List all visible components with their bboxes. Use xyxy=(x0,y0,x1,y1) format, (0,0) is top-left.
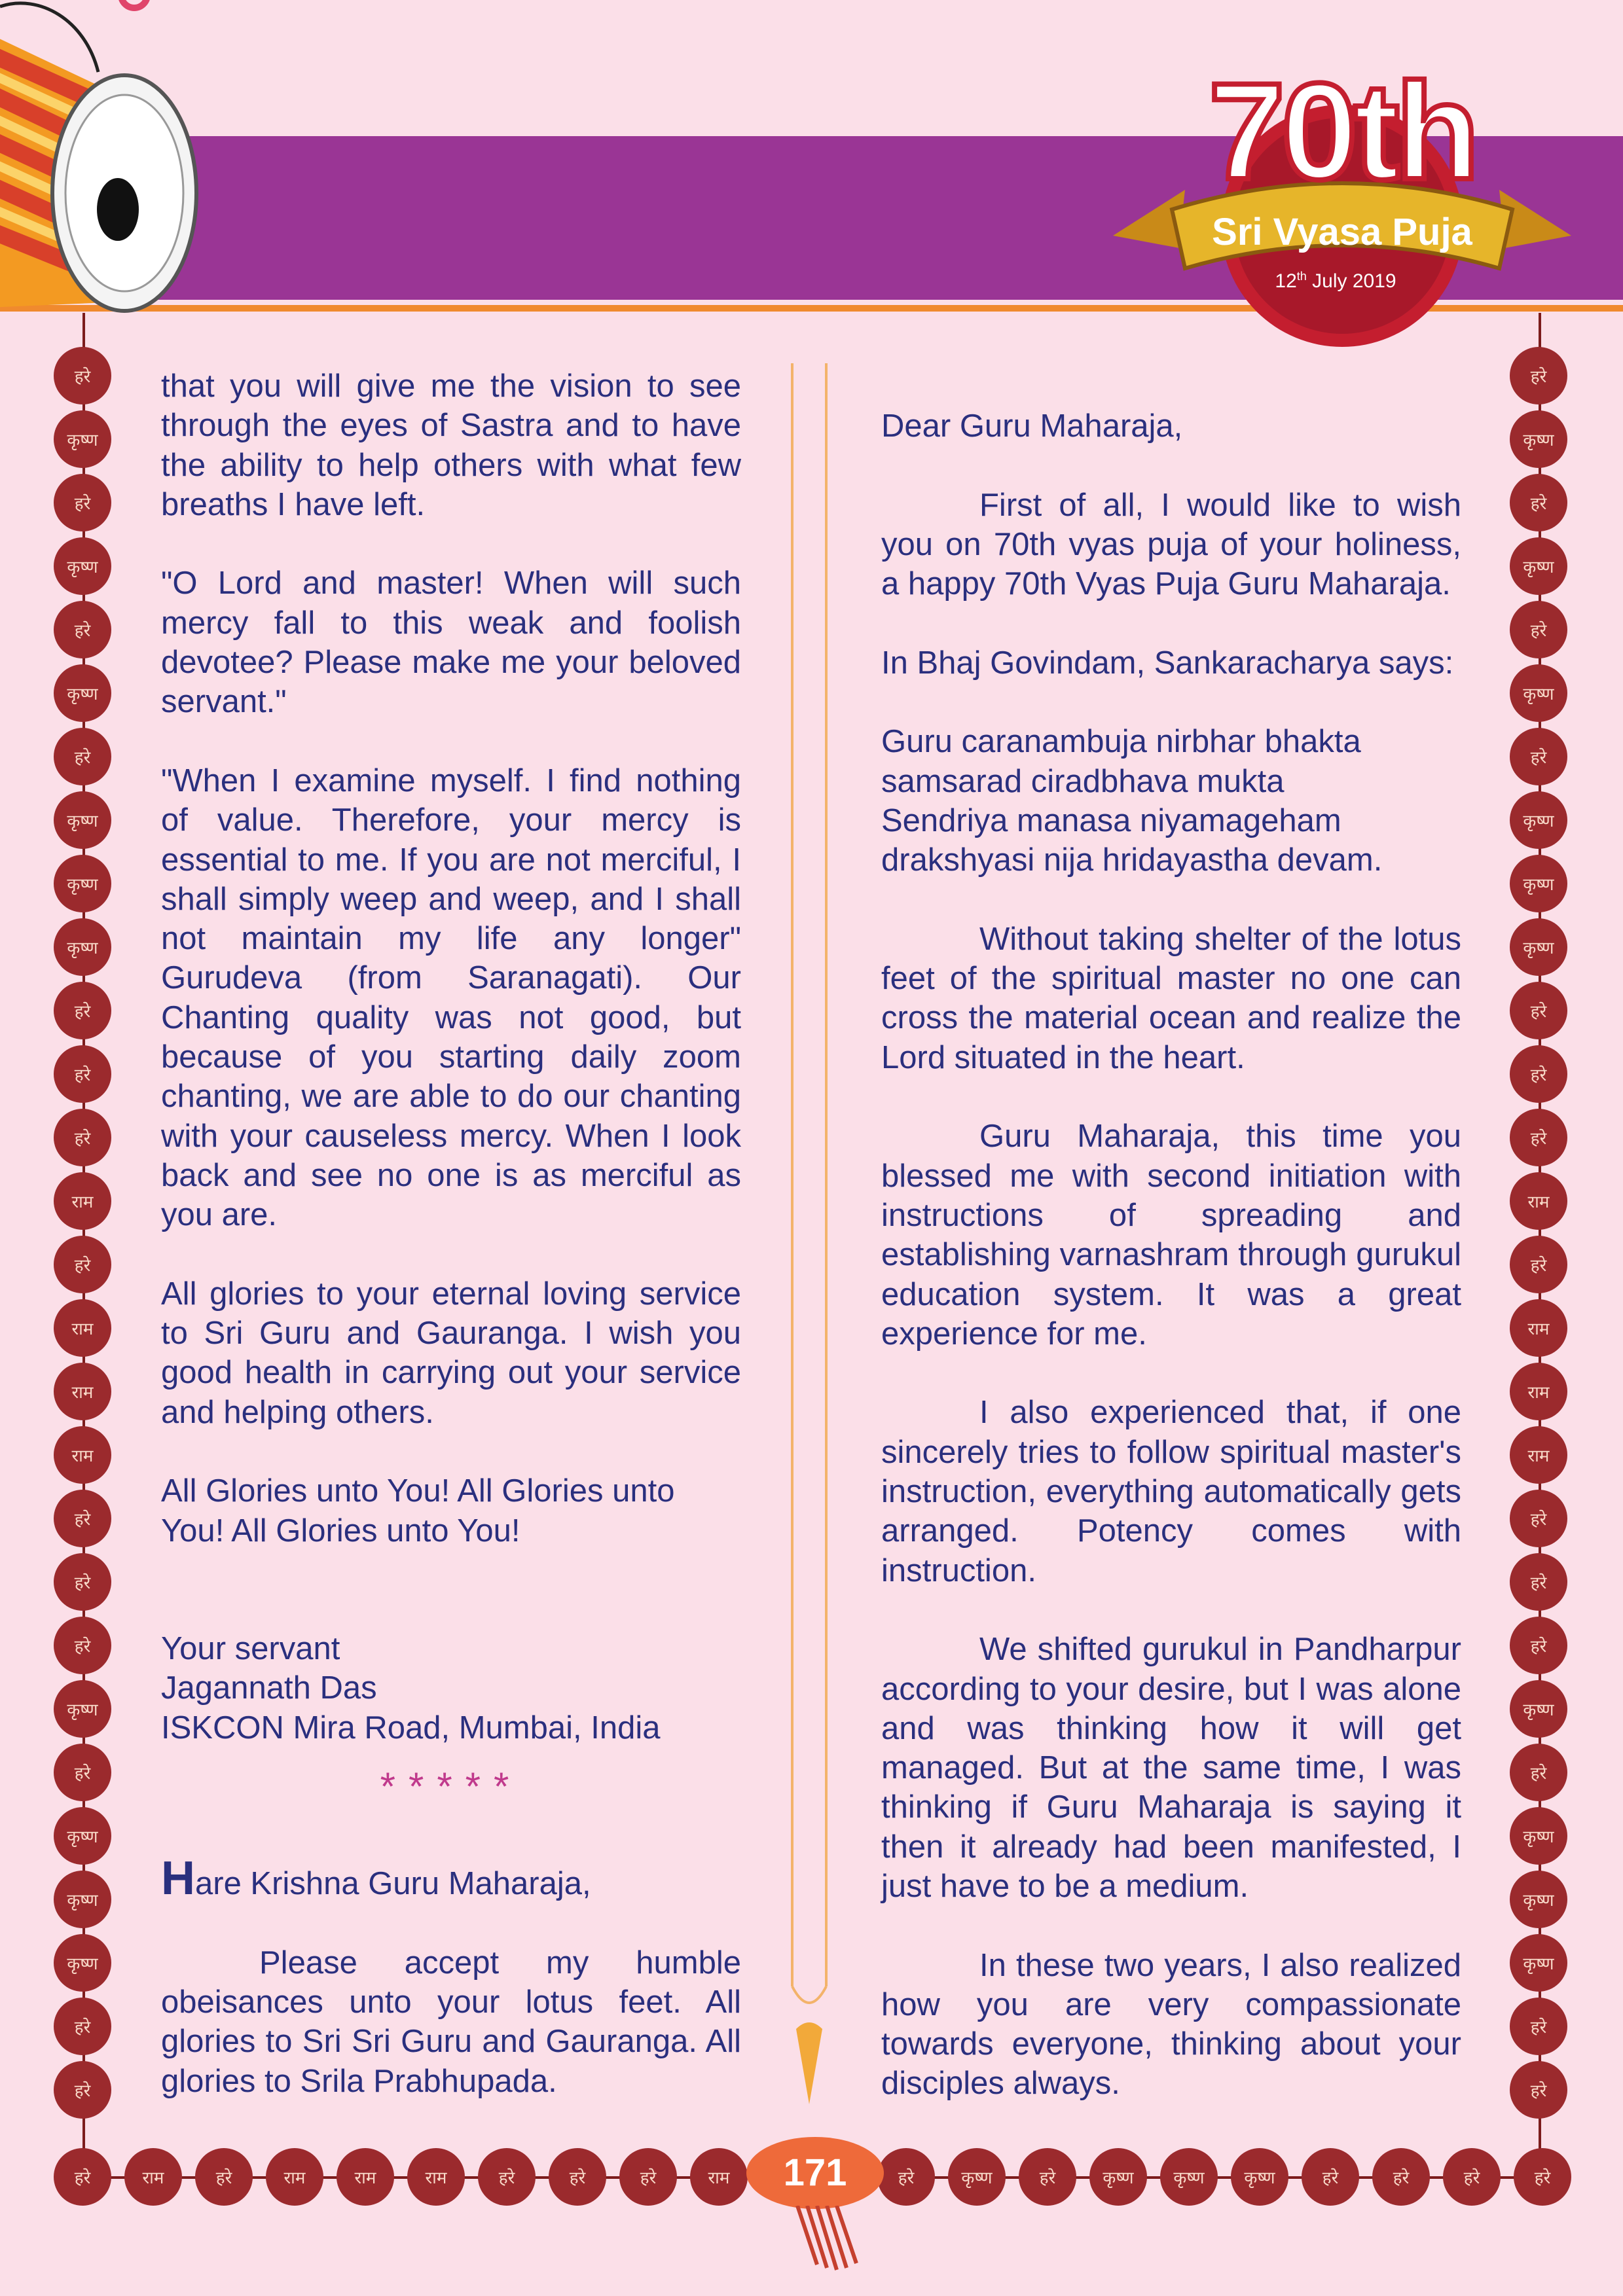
bead-bottom_beads_right-8: हरे xyxy=(1443,2148,1501,2206)
bead-right_beads-3: कृष्ण xyxy=(1510,537,1567,595)
mridanga-drum-illustration xyxy=(0,0,210,321)
bead-left_beads-24: कृष्ण xyxy=(54,1871,111,1928)
bead-right_beads-13: राम xyxy=(1510,1172,1567,1230)
bead-right_beads-19: हरे xyxy=(1510,1553,1567,1611)
drop-initial: H xyxy=(161,1852,195,1905)
bead-left_beads-12: हरे xyxy=(54,1109,111,1166)
column-divider-ornament xyxy=(787,363,831,2104)
bead-left_beads-1: कृष्ण xyxy=(54,410,111,468)
paragraph: "When I examine myself. I find nothing of value. Therefore, your mercy is essential to me. If you are not merciful, I shall simply weep and weep, and I shall not maintain my life any longer" Gurudeva (from Saranagati). Our Chanting quality was not good, but because of you starting daily zoom chanting, we are able to do our chanting with your causeless mercy. When I look back and see no one is as merciful as you are. xyxy=(161,762,741,1233)
bead-right_beads-24: कृष्ण xyxy=(1510,1871,1567,1928)
verse xyxy=(881,722,1461,880)
bead-right_beads-22: हरे xyxy=(1510,1744,1567,1801)
bead-bottom_beads_right-2: हरे xyxy=(1019,2148,1076,2206)
bead-left_beads-11: हरे xyxy=(54,1045,111,1103)
bead-left_beads-7: कृष्ण xyxy=(54,791,111,849)
bead-right_beads-11: हरे xyxy=(1510,1045,1567,1103)
bead-right_beads-25: कृष्ण xyxy=(1510,1934,1567,1992)
bead-left_beads-16: राम xyxy=(54,1363,111,1420)
paragraph: First of all, I would like to wish you on 70th vyas puja of your holiness, a happy 70th Vyas Puja Guru Maharaja. xyxy=(881,487,1461,602)
bead-left_beads-15: राम xyxy=(54,1299,111,1357)
greeting: Hare Krishna Guru Maharaja, xyxy=(161,1852,591,1905)
bead-right_beads-7: कृष्ण xyxy=(1510,791,1567,849)
bead-left_beads-5: कृष्ण xyxy=(54,664,111,722)
bead-right_beads-27: हरे xyxy=(1510,2061,1567,2119)
bead-right_beads-8: कृष्ण xyxy=(1510,855,1567,912)
paragraph: We shifted gurukul in Pandharpur according to your desire, but I was alone and was thinking how it will get managed. But at the same time, I was thinking if Guru Maharaja is saying it then it already had been manifested, I just have to be a medium. xyxy=(881,1632,1461,1904)
bead-left_beads-3: कृष्ण xyxy=(54,537,111,595)
salutation: Dear Guru Maharaja, xyxy=(881,408,1183,444)
bead-bottom_beads_right-0: हरे xyxy=(877,2148,935,2206)
badge-title: Sri Vyasa Puja xyxy=(1212,211,1472,253)
bead-bottom_beads_left-5: राम xyxy=(407,2148,465,2206)
bead-right_beads-14: हरे xyxy=(1510,1236,1567,1293)
bead-left_beads-26: हरे xyxy=(54,1998,111,2055)
paragraph: Without taking shelter of the lotus feet of the spiritual master no one can cross the material ocean and realize the Lord situated in the heart. xyxy=(881,921,1461,1075)
bead-right_beads-9: कृष्ण xyxy=(1510,918,1567,976)
bead-right_beads-15: राम xyxy=(1510,1299,1567,1357)
bead-left_beads-27: हरे xyxy=(54,2061,111,2119)
signature-block xyxy=(161,1629,741,1748)
bead-bottom_beads_left-7: हरे xyxy=(549,2148,606,2206)
paragraph: Guru Maharaja, this time you blessed me with second initiation with instructions of spreading and establishing varnashram through gurukul education system. It was a great experience for me. xyxy=(881,1119,1461,1352)
bead-left_beads-2: हरे xyxy=(54,474,111,531)
bead-bottom_beads_right-6: हरे xyxy=(1302,2148,1359,2206)
bead-bottom_beads_left-3: राम xyxy=(266,2148,323,2206)
bead-left_beads-9: कृष्ण xyxy=(54,918,111,976)
badge-number: 70th xyxy=(1209,54,1476,208)
bead-right_beads-20: हरे xyxy=(1510,1617,1567,1674)
bead-right_beads-6: हरे xyxy=(1510,728,1567,785)
verse-line: Guru caranambuja nirbhar bhakta xyxy=(881,724,1361,760)
bead-right_beads-26: हरे xyxy=(1510,1998,1567,2055)
bead-left_beads-8: कृष्ण xyxy=(54,855,111,912)
signature-line: Jagannath Das xyxy=(161,1670,377,1706)
bead-bottom_beads_left-4: राम xyxy=(337,2148,394,2206)
bead-left_beads-19: हरे xyxy=(54,1553,111,1611)
bead-left_beads-20: हरे xyxy=(54,1617,111,1674)
paragraph: In these two years, I also realized how you are very compassionate towards everyone, thinking about your disciples always. xyxy=(881,1947,1461,2102)
paragraph: "O Lord and master! When will such mercy fall to this weak and foolish devotee? Please make me your beloved servant." xyxy=(161,565,741,720)
bead-right_beads-0: हरे xyxy=(1510,347,1567,404)
bead-bottom_beads_left-1: राम xyxy=(124,2148,182,2206)
bead-left_beads-21: कृष्ण xyxy=(54,1680,111,1738)
bead-left_beads-10: हरे xyxy=(54,982,111,1039)
verse-line: Sendriya manasa niyamageham xyxy=(881,802,1341,838)
paragraph: All Glories unto You! All Glories unto You! All Glories unto You! xyxy=(161,1473,675,1549)
paragraph: that you will give me the vision to see through the eyes of Sastra and to have the ability to help others with what few breaths I have left. xyxy=(161,368,741,522)
right-column xyxy=(881,406,1461,2143)
paragraph: In Bhaj Govindam, Sankaracharya says: xyxy=(881,645,1454,681)
bead-right_beads-21: कृष्ण xyxy=(1510,1680,1567,1738)
bead-right_beads-2: हरे xyxy=(1510,474,1567,531)
section-separator: ***** xyxy=(380,1764,522,1808)
signature-line: ISKCON Mira Road, Mumbai, India xyxy=(161,1710,661,1746)
bead-left_beads-13: राम xyxy=(54,1172,111,1230)
left-column xyxy=(161,367,741,2140)
bead-bottom_beads_right-5: कृष्ण xyxy=(1231,2148,1288,2206)
badge-date: 12th July 2019 xyxy=(1275,270,1396,292)
bead-right_beads-1: कृष्ण xyxy=(1510,410,1567,468)
bead-bottom_beads_left-8: हरे xyxy=(619,2148,677,2206)
bead-bottom_beads_left-2: हरे xyxy=(195,2148,253,2206)
bead-right_beads-16: राम xyxy=(1510,1363,1567,1420)
bead-bottom_beads_left-6: हरे xyxy=(478,2148,536,2206)
verse-line: drakshyasi nija hridayastha devam. xyxy=(881,842,1383,878)
bead-left_beads-25: कृष्ण xyxy=(54,1934,111,1992)
bead-left_beads-14: हरे xyxy=(54,1236,111,1293)
verse-line: samsarad ciradbhava mukta xyxy=(881,763,1285,799)
bead-bottom_beads_right-3: कृष्ण xyxy=(1089,2148,1147,2206)
bead-bottom_beads_right-9: हरे xyxy=(1514,2148,1571,2206)
bead-bottom_beads_right-4: कृष्ण xyxy=(1160,2148,1218,2206)
bead-left_beads-23: कृष्ण xyxy=(54,1807,111,1865)
bead-right_beads-23: कृष्ण xyxy=(1510,1807,1567,1865)
bead-right_beads-4: हरे xyxy=(1510,601,1567,658)
bead-right_beads-18: हरे xyxy=(1510,1490,1567,1547)
bead-right_beads-17: राम xyxy=(1510,1426,1567,1484)
bead-right_beads-5: कृष्ण xyxy=(1510,664,1567,722)
bead-left_beads-0: हरे xyxy=(54,347,111,404)
signature-line: Your servant xyxy=(161,1630,340,1666)
page-number: 171 xyxy=(746,2137,884,2209)
bead-right_beads-12: हरे xyxy=(1510,1109,1567,1166)
bead-bottom_beads_left-0: हरे xyxy=(54,2148,111,2206)
bead-left_beads-6: हरे xyxy=(54,728,111,785)
bead-right_beads-10: हरे xyxy=(1510,982,1567,1039)
paragraph: All glories to your eternal loving service to Sri Guru and Gauranga. I wish you good health in carrying out your service and helping others. xyxy=(161,1276,741,1430)
paragraph: I also experienced that, if one sincerely tries to follow spiritual master's instruction, everything automatically gets arranged. Potency comes with instruction. xyxy=(881,1395,1461,1588)
paragraph: Please accept my humble obeisances unto your lotus feet. All glories to Sri Sri Guru and Gauranga. All glories to Srila Prabhupada. xyxy=(161,1945,741,2099)
bead-left_beads-17: राम xyxy=(54,1426,111,1484)
bead-bottom_beads_left-9: राम xyxy=(690,2148,748,2206)
bead-left_beads-18: हरे xyxy=(54,1490,111,1547)
bead-left_beads-4: हरे xyxy=(54,601,111,658)
bead-left_beads-22: हरे xyxy=(54,1744,111,1801)
bead-bottom_beads_right-1: कृष्ण xyxy=(948,2148,1006,2206)
bead-bottom_beads_right-7: हरे xyxy=(1372,2148,1430,2206)
tassel-ornament xyxy=(791,2206,869,2271)
